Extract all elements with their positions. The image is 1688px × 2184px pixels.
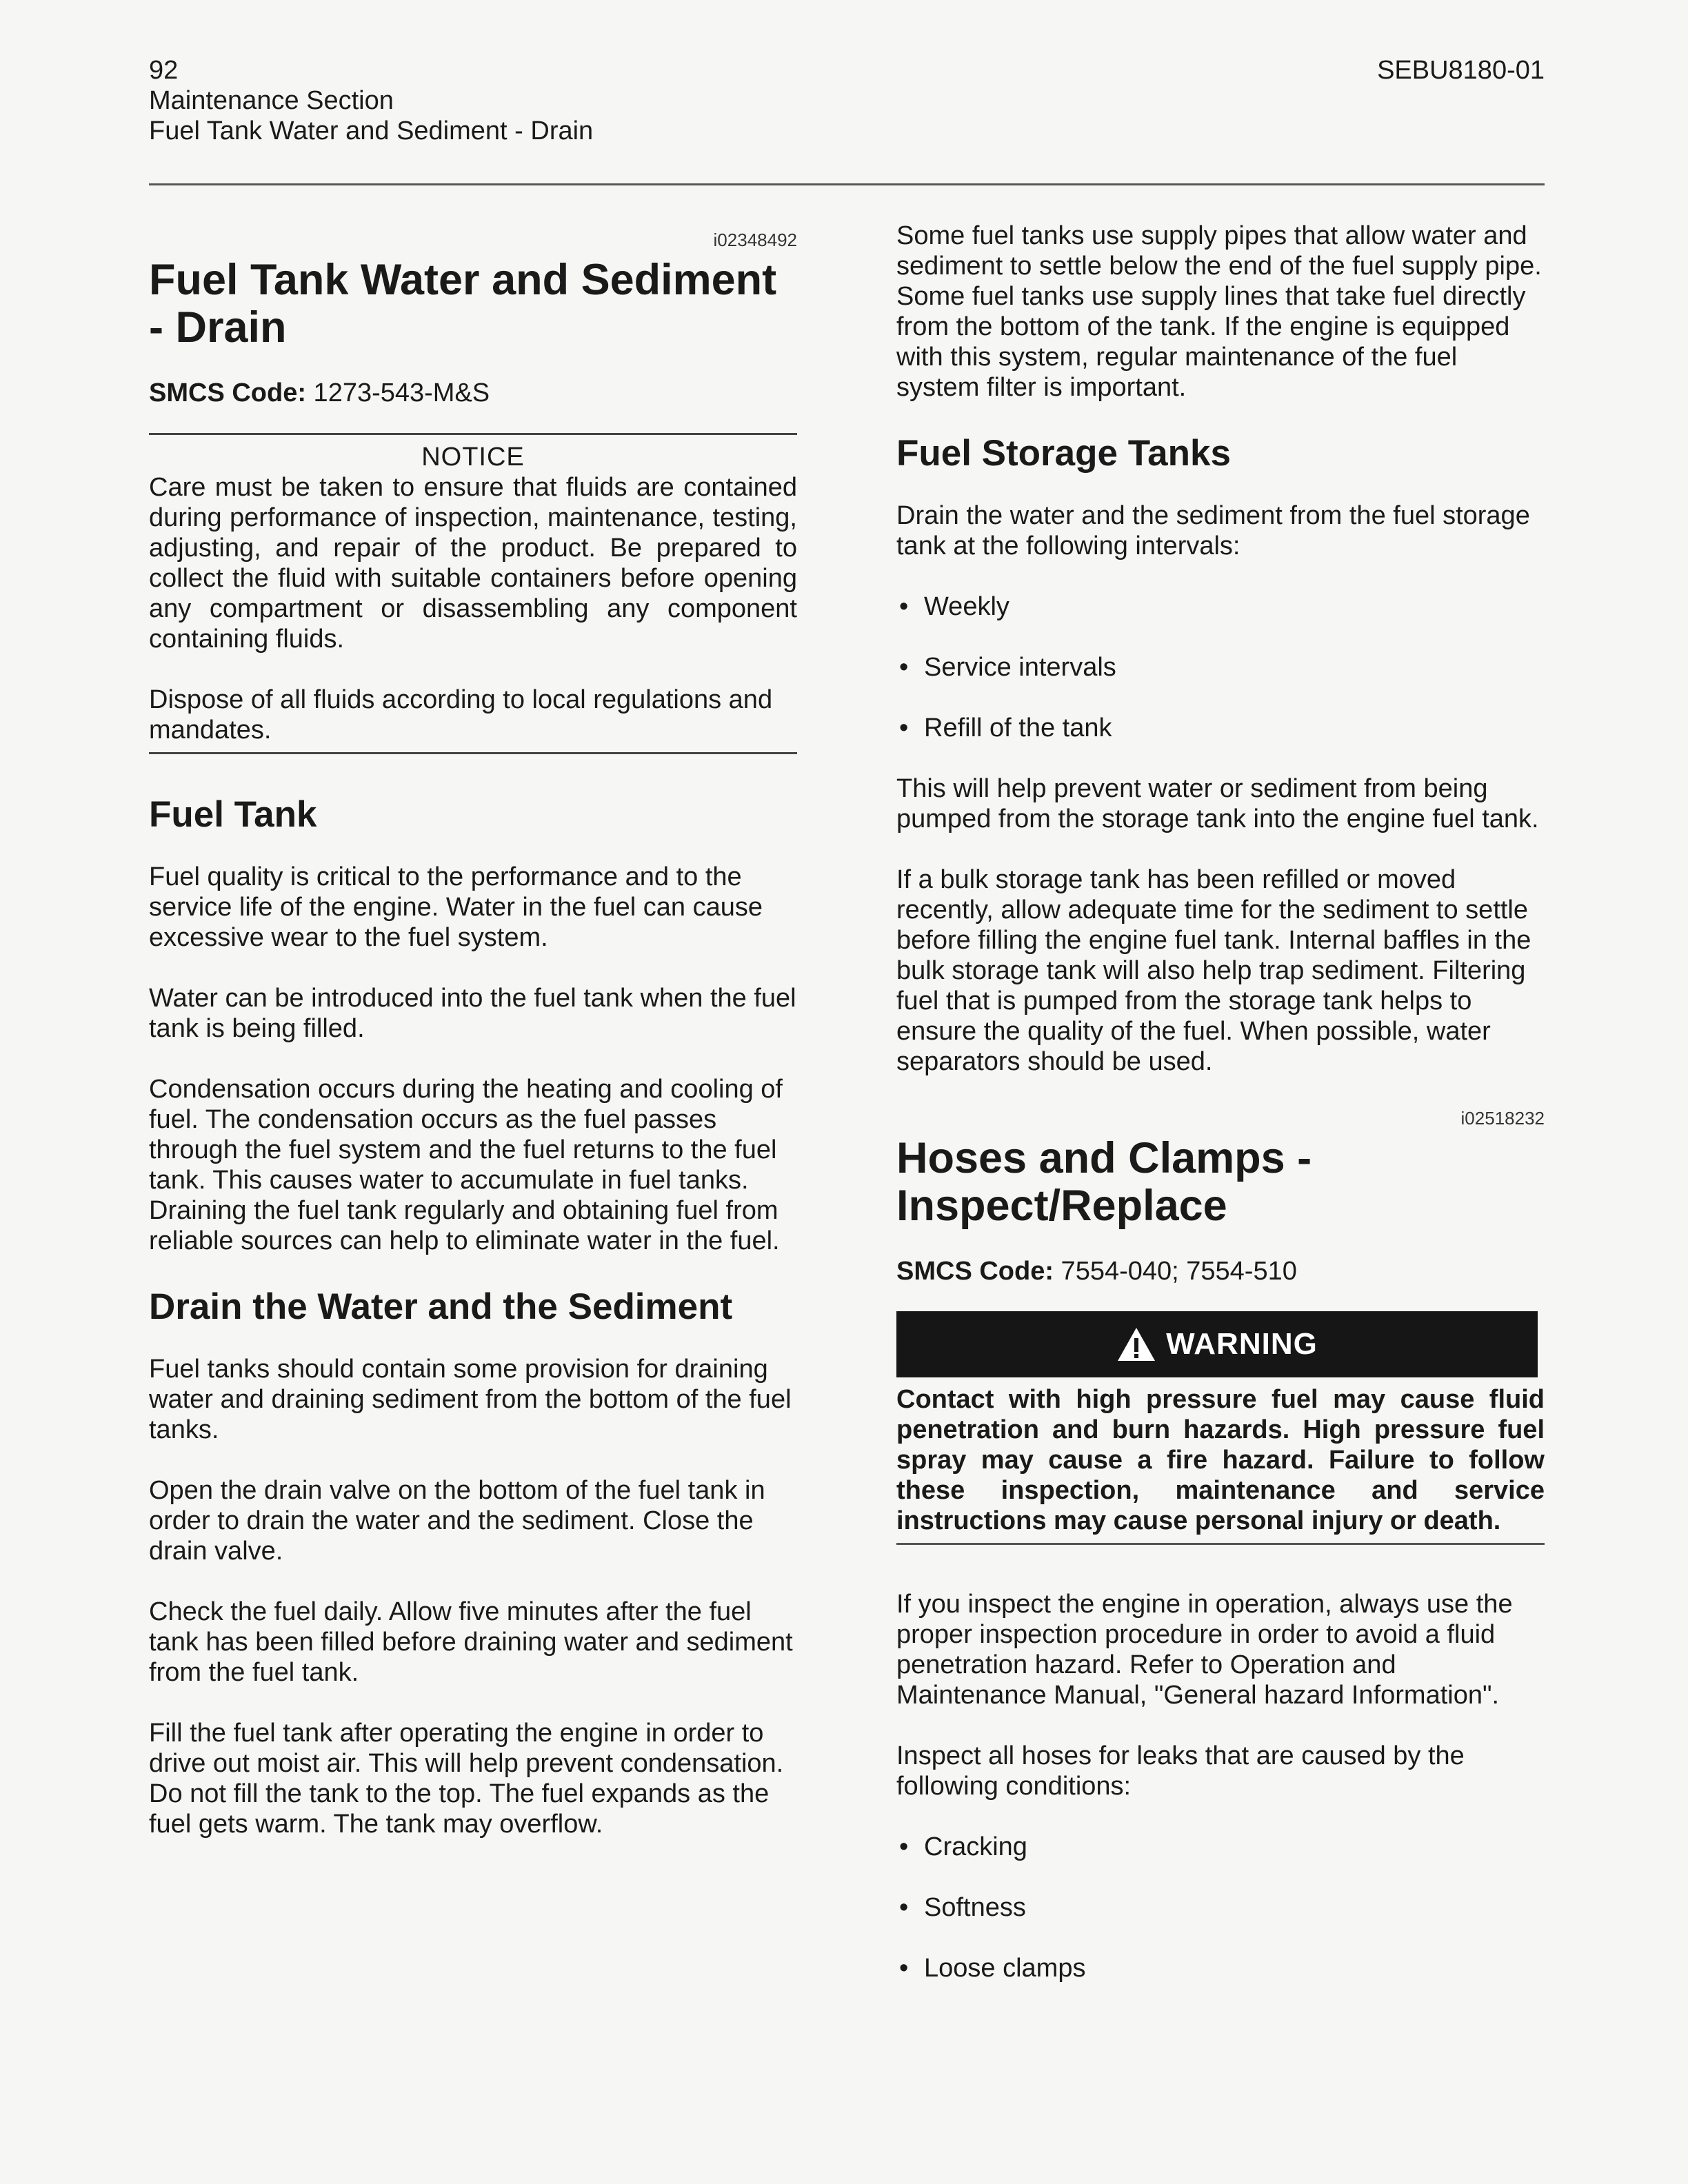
interval-list <box>896 592 1545 743</box>
paragraph: Fuel quality is critical to the performance and to the service life of the engine. Water in the fuel can cause excessive wear to the fuel system. <box>149 862 763 952</box>
list-item: • Loose clamps <box>896 1953 1545 1983</box>
condition-list <box>896 1832 1545 1983</box>
notice-paragraph: Care must be taken to ensure that fluids are contained during performance of inspection, maintenance, testing, adjusting, and repair of the product. Be prepared to collect the fluid with suitable containers before opening any compartment or disassembling any component containing fluids. <box>149 473 797 654</box>
page-title: Fuel Tank Water and Sediment - Drain <box>149 256 777 352</box>
smcs-label: SMCS Code: <box>896 1257 1054 1286</box>
section-heading-fuel-storage-tanks: Fuel Storage Tanks <box>896 433 1231 474</box>
list-item: • Softness <box>896 1892 1545 1923</box>
smcs-code <box>149 378 797 408</box>
warning-divider <box>896 1543 1545 1545</box>
doc-id: i02348492 <box>713 230 797 250</box>
paragraph: This will help prevent water or sediment from being pumped from the storage tank into the engine fuel tank. <box>896 774 1539 833</box>
paragraph: If a bulk storage tank has been refilled or moved recently, allow adequate time for the sediment to settle before filling the engine fuel tank. Internal baffles in the bulk storage tank will also help trap sediment. Filtering fuel that is pumped from the storage tank helps to ensure the quality of the fuel. When possible, water separators should be used. <box>896 865 1531 1076</box>
paragraph: Water can be introduced into the fuel tank when the fuel tank is being filled. <box>149 984 796 1043</box>
list-item: • Cracking <box>896 1832 1545 1862</box>
paragraph: If you inspect the engine in operation, always use the proper inspection procedure in order to avoid a fluid penetration hazard. Refer to Operation and Maintenance Manual, "General hazard Information". <box>896 1590 1513 1710</box>
right-column <box>896 221 1545 2014</box>
paragraph: Fuel tanks should contain some provision for draining water and draining sediment from the bottom of the fuel tanks. <box>149 1355 792 1444</box>
paragraph: Open the drain valve on the bottom of the fuel tank in order to drain the water and the sediment. Close the drain valve. <box>149 1476 765 1566</box>
smcs-value: 1273-543-M&S <box>306 378 490 407</box>
paragraph: Drain the water and the sediment from the fuel storage tank at the following intervals: <box>896 501 1530 560</box>
page-number: 92 <box>149 56 179 85</box>
doc-code: SEBU8180-01 <box>1377 56 1545 85</box>
list-item: • Refill of the tank <box>896 713 1545 743</box>
doc-id: i02518232 <box>1460 1108 1545 1129</box>
paragraph: Fill the fuel tank after operating the engine in order to drive out moist air. This will help prevent condensation. Do not fill the tank to the top. The fuel expands as the fuel gets warm. The tank may overflow. <box>149 1719 784 1839</box>
paragraph: Inspect all hoses for leaks that are caused by the following conditions: <box>896 1741 1465 1801</box>
smcs-code <box>896 1256 1545 1286</box>
section-title-hoses-clamps: Hoses and Clamps - Inspect/Replace <box>896 1134 1312 1230</box>
section-heading-drain: Drain the Water and the Sediment <box>149 1286 733 1327</box>
section-heading-fuel-tank: Fuel Tank <box>149 794 317 835</box>
smcs-value: 7554-040; 7554-510 <box>1054 1257 1297 1286</box>
notice-title: NOTICE <box>421 443 525 472</box>
paragraph: Check the fuel daily. Allow five minutes after the fuel tank has been filled before draining water and sediment from the fuel tank. <box>149 1597 793 1687</box>
header-left <box>149 55 593 146</box>
left-column <box>149 221 797 1870</box>
warning-banner <box>896 1311 1538 1377</box>
warning-triangle-icon <box>1116 1326 1156 1362</box>
list-item: • Service intervals <box>896 652 1545 682</box>
section-name: Maintenance Section <box>149 86 394 115</box>
list-item: • Weekly <box>896 592 1545 622</box>
header-divider <box>149 183 1545 185</box>
notice-box <box>149 433 797 754</box>
subsection-name: Fuel Tank Water and Sediment - Drain <box>149 117 594 145</box>
paragraph: Condensation occurs during the heating and cooling of fuel. The condensation occurs as the fuel passes through the fuel system and the fuel returns to the fuel tank. This causes water to accumulate in fuel tanks. Draining the fuel tank regularly and obtaining fuel from reliable sources can help to eliminate water in the fuel. <box>149 1075 783 1255</box>
warning-text: Contact with high pressure fuel may cause fluid penetration and burn hazards. High pressure fuel spray may cause a fire hazard. Failure to follow these inspection, maintenance and service instructions may cause personal injury or death. <box>896 1385 1545 1535</box>
warning-label: WARNING <box>1166 1327 1318 1361</box>
notice-paragraph: Dispose of all fluids according to local regulations and mandates. <box>149 685 773 745</box>
smcs-label: SMCS Code: <box>149 378 306 407</box>
paragraph: Some fuel tanks use supply pipes that allow water and sediment to settle below the end of the fuel supply pipe. Some fuel tanks use supply lines that take fuel directly from the bottom of the tank. If the engine is equipped with this system, regular maintenance of the fuel system filter is important. <box>896 221 1542 402</box>
